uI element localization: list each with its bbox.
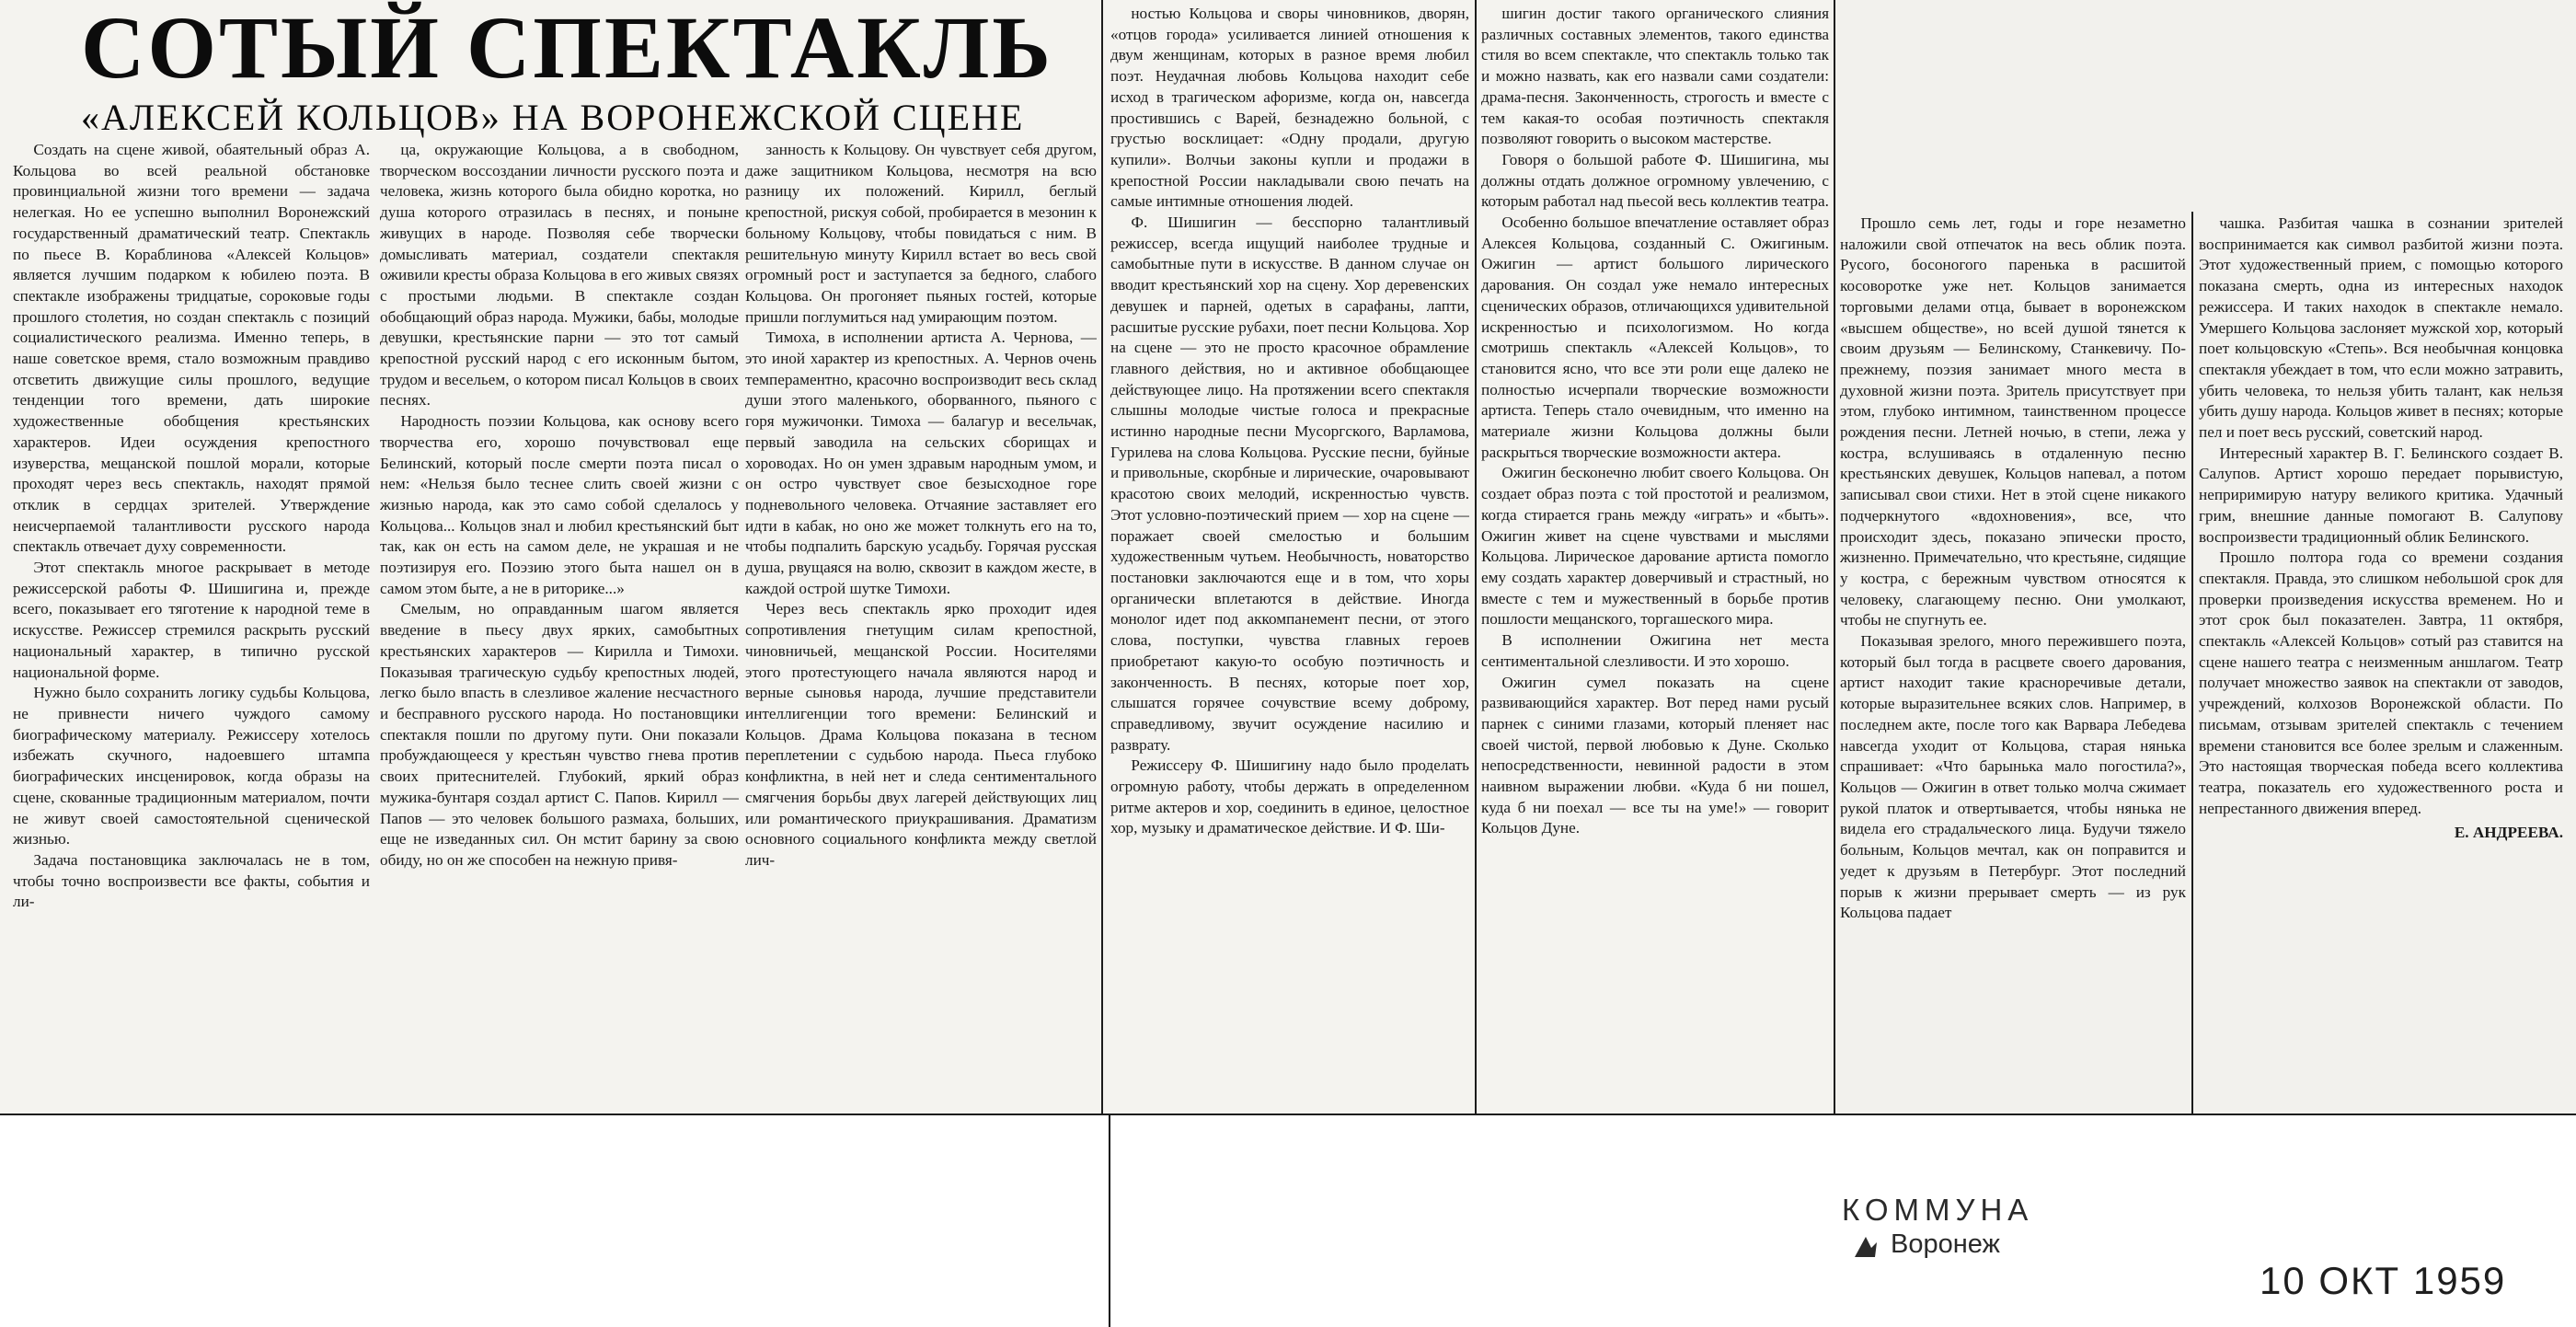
paragraph: Тимоха, в исполнении артиста А. Чернова, — это иной характер из крепостных. А. Чернов очень темпераментно, красочно воспроизводит весь склад души этого маленького, оборванного, пьяного с горя мужичонки. Тимоха — балагур и весельчак, первый заводила на сельских сборищах и хороводах. Но он умен здравым народным умом, и он остро чувствует свое безысходное горе подневольного человека. Отчаяние заставляет его идти в кабак, но оно же может толкнуть его на то, чтобы подпалить барскую усадьбу. Горячая русская душа, рвущаяся на волю, сквозит в каждом жесте, в каждой острой шутке Тимохи. — [745, 329, 1097, 597]
column-rule — [1101, 0, 1103, 1115]
article-column-3 — [745, 140, 1097, 1108]
paragraph: Этот спектакль многое раскрывает в методе режиссерской работы Ф. Шишигина и, прежде всего, показывает его тяготение к народной теме в искусстве. Режиссер стремился раскрыть русский национальный характер, в типично русской национальной форме. — [13, 559, 370, 681]
paragraph: шигин достиг такого органического слияния различных составных элементов, такого единства стиля во всем спектакле, что спектакль только так и можно назвать, как его назвали сами создатели: драма-песня. Законченность, строгость и вместе с тем какая-то особая поэтичность спектакля позволяют говорить о высоком мастерстве. — [1481, 5, 1829, 148]
paragraph: ца, окружающие Кольцова, а в свободном, творческом воссоздании личности русского поэта и человека, жизнь которого была обидно коротка, но душа которого отразилась в песнях, и поныне живущих в народе. Позволяя себе творчески домысливать материал, создатели спектакля оживили кресты образа Кольцова в его живых связях с простыми людьми. В спектакле создан обобщающий образ народа. Мужики, бабы, молодые девушки, крестьянские парни — это тот самый крепостной русский народ с его исконным бытом, трудом и весельем, о котором писал Кольцов в своих песнях. — [380, 141, 739, 410]
paragraph: Смелым, но оправданным шагом является введение в пьесу двух ярких, самобытных крестьянских характеров — Кирилла и Тимохи. Показывая трагическую судьбу крепостных людей, легко было впасть в слезливое жаление несчастного и бесправного русского народа. Но постановщики спектакля пошли по другому пути. Они показали пробуждающееся у крестьян чувство гнева против своих притеснителей. Глубокий, яркий образ мужика-бунтаря создал артист С. Папов. Кирилл — Папов — это человек большого размаха, больших, еще не изведанных сил. Он мстит барину за свою обиду, но он же способен на нежную привя- — [380, 600, 739, 869]
paragraph: Особенно большое впечатление оставляет образ Алексея Кольцова, созданный С. Ожигиным. Ожигин — артист большого лирического дарования. Он создал уже немало интересных сценических образов, отличающихся удивительной искренностью и психологизмом. Но когда смотришь спектакль «Алексей Кольцов», то становится ясно, что все эти роли еще далеко не полностью исчерпали творческие возможности артиста. Теперь стало очевидным, что именно на материале жизни Кольцова должны были раскрыться творческие возможности актера. — [1481, 213, 1829, 461]
article-column-1 — [13, 140, 370, 1108]
paragraph: Задача постановщика заключалась не в том, чтобы точно воспроизвести все факты, события и ли- — [13, 850, 370, 911]
column-rule — [1475, 0, 1477, 1115]
paragraph: Режиссеру Ф. Шишигину надо было проделать огромную работу, чтобы держать в определенном ритме актеров и хор, соединить в единое, целостное хор, музыку и драматическое действие. И Ф. Ши- — [1110, 756, 1469, 837]
stamp-date: 10 ОКТ 1959 — [2260, 1259, 2507, 1302]
stamp-newspaper-name: КОММУНА — [1842, 1193, 2034, 1227]
paragraph: В исполнении Ожигина нет места сентиментальной слезливости. И это хорошо. — [1481, 631, 1829, 670]
paragraph: Показывая зрелого, много пережившего поэта, который был тогда в расцвете своего дарования, артист находит такие красноречивые детали, которые выразительнее всяких слов. Например, в последнем акте, после того как Варвара Лебедева навсегда уходит от Кольцова, старая нянька спрашивает: «Что барынька мало погостила?», Кольцов — Ожигин в ответ только молча сжимает рукой платок и отвертывается, чтобы нянька не видела его страдальческого лица. Будучи тяжело больным, Кольцов мечтал, как он поправится и уедет к друзьям в Петербург. Этот последний порыв к жизни прерывает смерть — из рук Кольцова падает — [1840, 632, 2186, 922]
paragraph: Ожигин сумел показать на сцене развивающийся характер. Вот перед нами русый парнек с синими глазами, который пленяет нас своей чистой, первой любовью к Дуне. Сколько непосредственности, невинной радости в этом наивном выражении любви. «Куда б ни пошел, куда б ни поехал — все ты на уме!» — говорит Кольцов Дуне. — [1481, 673, 1829, 837]
paragraph: чашка. Разбитая чашка в сознании зрителей воспринимается как символ разбитой жизни поэта. Этот художественный прием, с помощью которого показана смерть, одна из интересных находок режиссера. И таких находок в спектакле немало. Умершего Кольцова заслоняет мужской хор, который поет кольцовскую «Степь». Вся необычная концовка спектакля убеждает в том, что если можно затравить, убить человека, то нельзя убить талант, как нельзя убить душу народа. Кольцов живет в песнях; которые пел и поет весь русский, советский народ. — [2199, 214, 2563, 442]
headline: СОТЫЙ СПЕКТАКЛЬ — [81, 0, 1053, 97]
paragraph: Ожигин бесконечно любит своего Кольцова. Он создает образ поэта с той простотой и реализмом, когда стирается грань между «играть» и «быть». Ожигин живет на сцене чувствами и мыслями Кольцова. Лирическое дарование артиста помогло ему создать характер доверчивый и страстный, но вместе с тем и мужественный в борьбе против пошлости мещанского, торгашеского мира. — [1481, 464, 1829, 629]
paragraph: Прошло полтора года со времени создания спектакля. Правда, это слишком небольшой срок для проверки произведения искусства временем. Но и этот срок был показателен. Завтра, 11 октября, спектакль «Алексей Кольцов» сотый раз ставится на сцене нашего театра с неизменным аншлагом. Театр получает множество заявок на спектакли от заводов, учреждений, колхозов Воронежской области. По письмам, отзывам зрителей спектакль с течением времени становится все более зрелым и слаженным. Это настоящая творческая победа всего коллектива театра, показатель его художественного роста и непрестанного движения вперед. — [2199, 548, 2563, 817]
column-rule — [2191, 212, 2193, 1115]
paragraph: Интересный характер В. Г. Белинского создает В. Салупов. Артист хорошо передает порывистую, неприримирую натуру великого критика. Удачный грим, внешние данные помогают В. Салупову воспроизвести традиционный облик Белинского. — [2199, 444, 2563, 546]
blank-paper-left — [0, 1115, 1109, 1327]
stamp-mark-icon — [1851, 1233, 1880, 1261]
paragraph: занность к Кольцову. Он чувствует себя другом, даже защитником Кольцова, несмотря на всю разницу их положений. Кирилл, беглый крепостной, рискуя собой, пробирается в мезонин к больному Кольцову, чтобы повидаться с ним. В решительную минуту Кирилл встает во весь свой огромный рост и заступается за бедного, слабого Кольцова. Он прогоняет пьяных гостей, которые пришли поглумиться над умирающим поэтом. — [745, 141, 1097, 326]
paragraph: Нужно было сохранить логику судьбы Кольцова, не привнести ничего чуждого самому биографическому материалу. Режиссеру хотелось избежать скучного, надоевшего штампа биографических инсценировок, когда образы на сцене, скованные традиционным материалом, почти не живут своей самостоятельной сценической жизнью. — [13, 684, 370, 848]
article-bottom-rule — [0, 1114, 2576, 1115]
column-rule — [1834, 0, 1835, 1115]
article-column-5 — [1481, 4, 1829, 1108]
paragraph: Прошло семь лет, годы и горе незаметно наложили свой отпечаток на весь облик поэта. Русого, босоногого паренька в расшитой косоворотке уже нет. Кольцов занимается торговыми делами отца, бывает в воронежском «высшем обществе», но всей душой тянется к своим друзьям — Белинскому, Станкевичу. По-прежнему, поэзия занимает много места в духовной жизни поэта. Зритель присутствует при этом, глубоко интимном, таинственном процессе рождения песни. Летней ночью, в степи, лежа у костра, вслушиваясь в отдаленную песню крестьянских девушек, Кольцов напевал, а потом записывал свои стихи. Нет в этой сцене никакого подчеркнутого «вдохновения», все, что происходит здесь, показано эпически просто, жизненно. Примечательно, что крестьяне, сидящие у костра, с бережным чувством относятся к человеку, слагающему песню. Они умолкают, чтобы не спугнуть ее. — [1840, 214, 2186, 629]
author-signature: Е. АНДРЕЕВА. — [2454, 824, 2563, 842]
article-column-6 — [1840, 213, 2186, 1108]
stamp-city: Воронеж — [1891, 1229, 2000, 1259]
article-column-2 — [380, 140, 739, 1108]
paragraph: ностью Кольцова и своры чиновников, дворян, «отцов города» усиливается линией отношения к двум женщинам, которых в разное время любил поэт. Неудачная любовь Кольцова находит себе исход в трагическом афоризме, когда он, навсегда простившись с Варей, безнадежно больной, с грустью восклицает: «Одну продали, другую купили». Волчьи законы купли и продажи в крепостной России накладывали свою печать на самые интимные отношения людей. — [1110, 5, 1469, 211]
article-column-4 — [1110, 4, 1469, 1108]
paragraph: Через весь спектакль ярко проходит идея сопротивления гнетущим силам крепостной, чиновничьей, мещанской России. Носителями этого протестующего начала являются народ и верные сыновья народа, лучшие представители интеллигенции того времени: Белинский и Кольцов. Драма Кольцова показана в тесном переплетении с судьбою народа. Пьеса глубоко конфликтна, в ней нет и следа сентиментального смягчения борьбы двух лагерей действующих лиц или романтического приукрашивания. Драматизм основного социального конфликта между светлой лич- — [745, 600, 1097, 869]
subheadline: «АЛЕКСЕЙ КОЛЬЦОВ» НА ВОРОНЕЖСКОЙ СЦЕНЕ — [81, 97, 1025, 138]
stamp-paper — [1109, 1115, 1837, 1327]
paragraph: Ф. Шишигин — бесспорно талантливый режиссер, всегда ищущий наиболее трудные и самобытные пути в искусстве. В данном случае он вводит крестьянский хор на сцену. Хор деревенских девушек и парней, одетых в сарафаны, лапти, расшитые русские рубахи, поет песни Кольцова. Хор на сцене — это не просто красочное обрамление главного действия, но и активное обобщающее действующее лицо. На протяжении всего спектакля слышны молодые чистые голоса и прекрасные истинно народные песни Мусоргского, Варламова, Гурилева на слова Кольцова. Русские песни, буйные и привольные, скорбные и лирические, очаровывают красотою своих мелодий, искренностью чувств. Этот условно-поэтический прием — хор на сцене — поражает своей смелостью и большим художественным чутьем. Необычность, новаторство постановки заключаются еще и в том, что хоры органически вплетаются в действие. Иногда монолог идет под аккомпанемент песни, от этого слова, поступки, чувства главных героев приобретают какую-то особую поэтичность и законченность. В песнях, которые поет хор, слышатся горячее сочувствие всему доброму, справедливому, звучит осуждение насилию и разврату. — [1110, 213, 1469, 754]
paragraph: Говоря о большой работе Ф. Шишигина, мы должны отдать должное огромному увлечению, с которым работал над пьесой весь коллектив театра. — [1481, 150, 1829, 211]
article-column-7 — [2199, 213, 2563, 1108]
paragraph: Народность поэзии Кольцова, как основу всего творчества его, хорошо почувствовал еще Белинский, который после смерти поэта писал о нем: «Нельзя было теснее слить своей жизни с жизнью народа, как это само собой сделалось у Кольцова... Кольцов знал и любил крестьянский быт так, как он есть на самом деле, не украшая и не поэтизируя его. Поэзию этого быта нашел он в самом этом быте, а не в риторике...» — [380, 412, 739, 597]
paragraph: Создать на сцене живой, обаятельный образ А. Кольцова во всей реальной обстановке провинциальной жизни того времени — задача нелегкая. Но ее успешно выполнил Воронежский государственный драматический театр. Спектакль по пьесе В. Кораблинова «Алексей Кольцов» является лучшим подарком к юбилею поэта. В спектакле изображены тридцатые, сороковые годы прошлого столетия, но создан спектакль с позиций социалистического реализма. Именно теперь, в наше советское время, стало возможным правдиво отсветить движущие силы прошлого, ведущие тенденции того времени, дать широкие художественные обобщения крестьянских характеров. Идеи осуждения крепостного изуверства, мещанской пошлой морали, которые проходят через весь спектакль, находят прямой отклик в сердцах зрителей. Утверждение неисчерпаемой талантливости русского народа спектакль отвечает духу современности. — [13, 141, 370, 556]
